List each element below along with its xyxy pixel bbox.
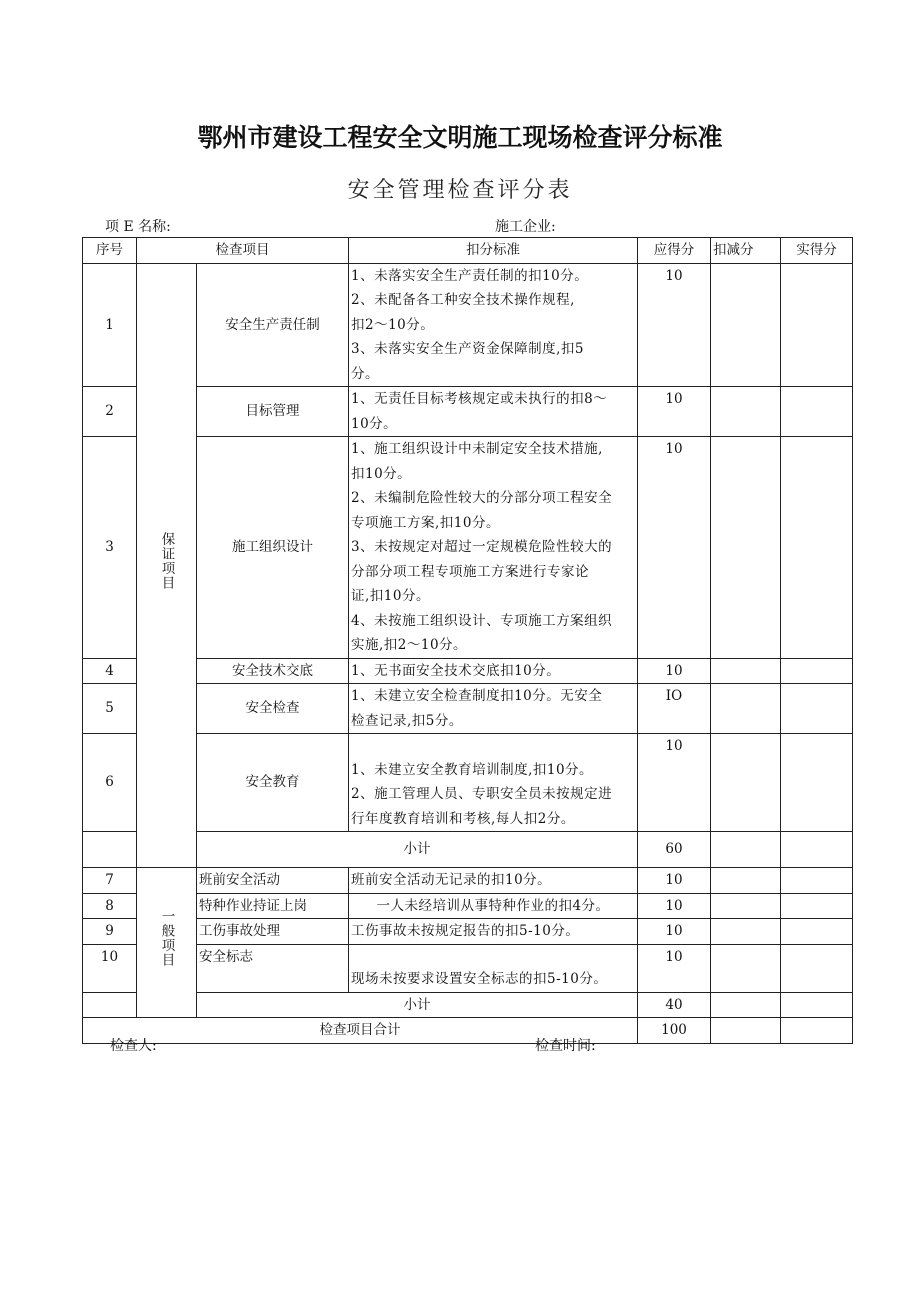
- row-actual[interactable]: [781, 944, 853, 992]
- row-deduct[interactable]: [711, 658, 781, 684]
- row-standard: 班前安全活动无记录的扣10分。: [349, 868, 638, 894]
- subtotal-row: [83, 832, 853, 868]
- row-deduct[interactable]: [711, 868, 781, 894]
- group-guarantee: [137, 263, 197, 868]
- row-standard: 1、无责任目标考核规定或未执行的扣8〜 10分。: [349, 387, 638, 437]
- row-seq: 9: [83, 919, 137, 945]
- row-actual[interactable]: [781, 734, 853, 832]
- total-actual[interactable]: [781, 1018, 853, 1044]
- header-due: 应得分: [638, 238, 711, 264]
- header-item: 检查项目: [137, 238, 349, 264]
- row-name: 目标管理: [197, 387, 349, 437]
- total-row: [83, 1018, 853, 1044]
- row-name: 工伤事故处理: [197, 919, 349, 945]
- row-name: 班前安全活动: [197, 868, 349, 894]
- row-due: 10: [638, 437, 711, 659]
- row-actual[interactable]: [781, 387, 853, 437]
- table-row: [83, 437, 853, 659]
- row-standard: 工伤事故未按规定报告的扣5-10分。: [349, 919, 638, 945]
- subtotal-due: 60: [638, 832, 711, 868]
- row-seq: 3: [83, 437, 137, 659]
- total-deduct[interactable]: [711, 1018, 781, 1044]
- row-name: 安全检查: [197, 684, 349, 734]
- row-due: 10: [638, 893, 711, 919]
- inspector-label: 检查人:: [110, 1038, 157, 1054]
- row-actual[interactable]: [781, 437, 853, 659]
- row-due: 10: [638, 734, 711, 832]
- header-seq: 序号: [83, 238, 137, 264]
- inspection-time-label: 检查时间:: [535, 1038, 596, 1054]
- score-table: [82, 237, 853, 1044]
- header-deduct: 扣减分: [711, 238, 781, 264]
- row-due: 10: [638, 919, 711, 945]
- table-row: [83, 919, 853, 945]
- row-standard: 1、未落实安全生产责任制的扣10分。 2、未配备各工种安全技术操作规程, 扣2〜10分。 3、未落实安全生产资金保障制度,扣5 分。: [349, 263, 638, 387]
- row-deduct[interactable]: [711, 893, 781, 919]
- project-name-label: 项 E 名称:: [105, 219, 171, 235]
- row-name: 施工组织设计: [197, 437, 349, 659]
- row-due: 10: [638, 944, 711, 992]
- table-row: [83, 868, 853, 894]
- header-actual: 实得分: [781, 238, 853, 264]
- row-standard: 一人未经培训从事特种作业的扣4分。: [349, 893, 638, 919]
- row-actual[interactable]: [781, 868, 853, 894]
- page-title: 鄂州市建设工程安全文明施工现场检查评分标准: [197, 123, 723, 152]
- table-row: [83, 387, 853, 437]
- table-row: [83, 658, 853, 684]
- row-name: 安全生产责任制: [197, 263, 349, 387]
- row-due: 10: [638, 658, 711, 684]
- row-name: 安全教育: [197, 734, 349, 832]
- row-deduct[interactable]: [711, 263, 781, 387]
- row-seq: 6: [83, 734, 137, 832]
- header-row: [83, 238, 853, 264]
- subtotal-row: [83, 992, 853, 1018]
- row-standard: 1、无书面安全技术交底扣10分。: [349, 658, 638, 684]
- table-row: [83, 734, 853, 832]
- row-due: IO: [638, 684, 711, 734]
- row-seq: 1: [83, 263, 137, 387]
- row-deduct[interactable]: [711, 684, 781, 734]
- subtotal-actual[interactable]: [781, 992, 853, 1018]
- row-seq: 5: [83, 684, 137, 734]
- company-label: 施工企业:: [495, 219, 556, 235]
- row-seq: 2: [83, 387, 137, 437]
- row-deduct[interactable]: [711, 387, 781, 437]
- row-due: 10: [638, 387, 711, 437]
- row-seq: 7: [83, 868, 137, 894]
- group-guarantee-label: 保证项目: [158, 532, 175, 590]
- total-label: 检查项目合计: [83, 1018, 638, 1044]
- row-actual[interactable]: [781, 684, 853, 734]
- row-standard: 现场未按要求设置安全标志的扣5-10分。: [349, 944, 638, 992]
- row-due: 10: [638, 263, 711, 387]
- row-seq: 10: [83, 944, 137, 992]
- row-name: 安全标志: [197, 944, 349, 992]
- total-due: 100: [638, 1018, 711, 1044]
- subtotal-label: 小计: [197, 992, 638, 1018]
- row-deduct[interactable]: [711, 919, 781, 945]
- subtotal-deduct[interactable]: [711, 832, 781, 868]
- row-actual[interactable]: [781, 263, 853, 387]
- header-standard: 扣分标准: [349, 238, 638, 264]
- subtotal-due: 40: [638, 992, 711, 1018]
- row-deduct[interactable]: [711, 734, 781, 832]
- table-row: [83, 684, 853, 734]
- row-deduct[interactable]: [711, 944, 781, 992]
- row-seq: 4: [83, 658, 137, 684]
- group-general: [137, 868, 197, 1018]
- subtotal-label: 小计: [197, 832, 638, 868]
- row-standard: 1、未建立安全检查制度扣10分。无安全 检查记录,扣5分。: [349, 684, 638, 734]
- table-row: [83, 263, 853, 387]
- row-standard: 1、未建立安全教育培训制度,扣10分。 2、施工管理人员、专职安全员未按规定进 行年度教育培训和考核,每人扣2分。: [349, 734, 638, 832]
- group-general-label: 一般项目: [158, 909, 175, 968]
- subtotal-deduct[interactable]: [711, 992, 781, 1018]
- row-actual[interactable]: [781, 893, 853, 919]
- page-subtitle: 安全管理检查评分表: [347, 178, 573, 203]
- table-row: [83, 893, 853, 919]
- row-actual[interactable]: [781, 658, 853, 684]
- table-row: [83, 944, 853, 992]
- row-due: 10: [638, 868, 711, 894]
- row-standard: 1、施工组织设计中未制定安全技术措施, 扣10分。 2、未编制危险性较大的分部分项工程安全 专项施工方案,扣10分。 3、未按规定对超过一定规模危险性较大的 分部分项工程专项施工方案进行专家论 证,扣10分。 4、未按施工组织设计、专项施工方案组织 实施,扣2〜10分。: [349, 437, 638, 659]
- row-deduct[interactable]: [711, 437, 781, 659]
- row-seq: 8: [83, 893, 137, 919]
- row-name: 特种作业持证上岗: [197, 893, 349, 919]
- row-actual[interactable]: [781, 919, 853, 945]
- subtotal-actual[interactable]: [781, 832, 853, 868]
- row-name: 安全技术交底: [197, 658, 349, 684]
